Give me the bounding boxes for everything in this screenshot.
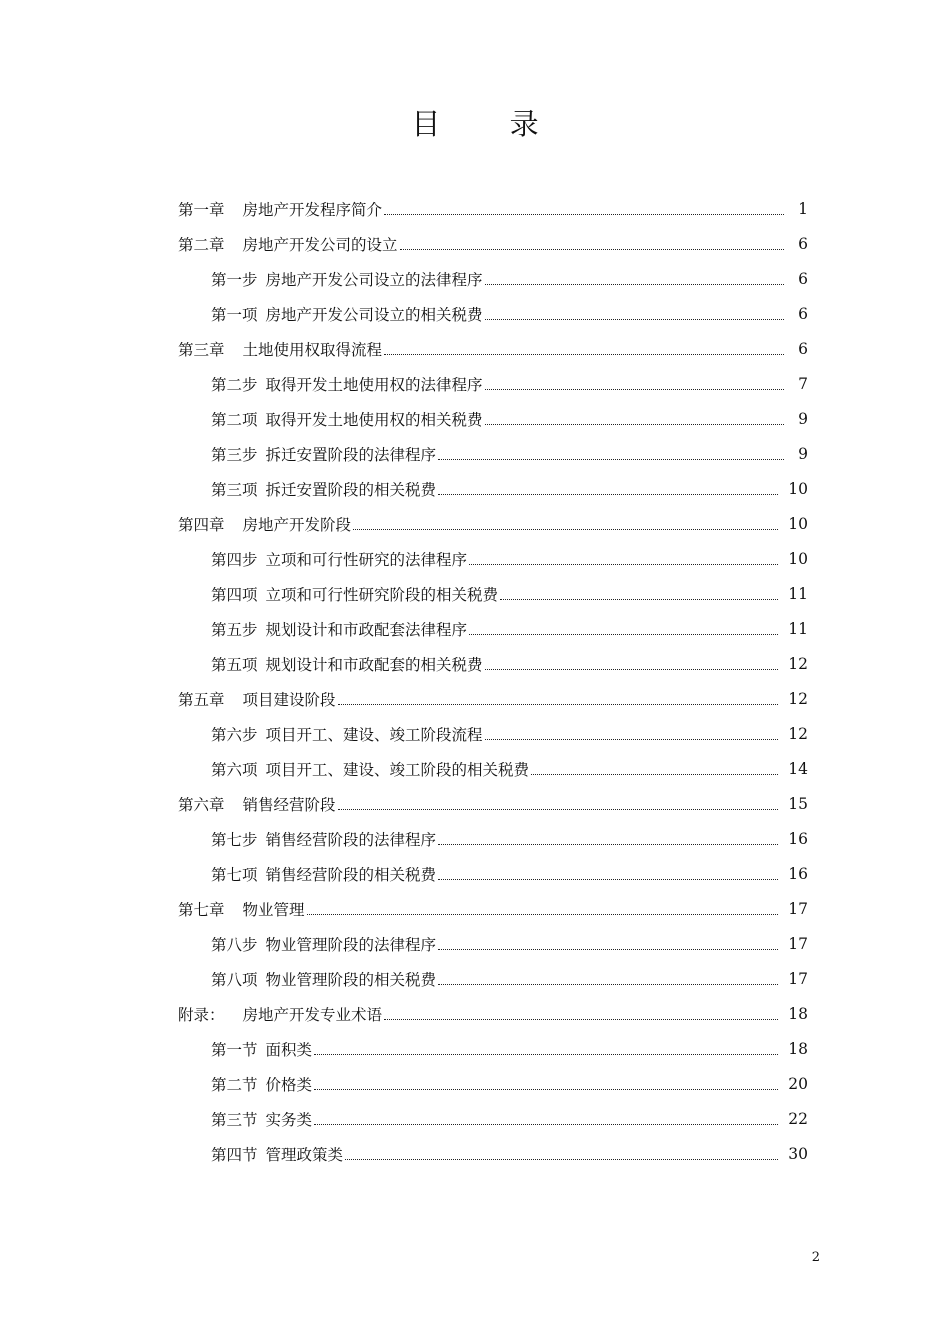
toc-entry-label bbox=[211, 443, 436, 465]
toc-entry-title: 房地产开发公司的设立 bbox=[242, 235, 398, 254]
toc-entry-label bbox=[211, 1143, 343, 1165]
toc-entry-page: 6 bbox=[798, 304, 808, 323]
toc-dot-leader bbox=[500, 585, 778, 603]
toc-entry[interactable] bbox=[178, 506, 808, 541]
toc-entry-page: 12 bbox=[788, 724, 808, 743]
toc-entry-number: 第一章 bbox=[178, 200, 225, 219]
toc-entry-label bbox=[178, 1003, 382, 1025]
toc-entry-page: 12 bbox=[788, 654, 808, 673]
toc-dot-leader bbox=[438, 935, 778, 953]
toc-entry-page: 15 bbox=[788, 794, 808, 813]
toc-entry-title: 物业管理阶段的法律程序 bbox=[265, 935, 437, 954]
toc-entry-number: 第二项 bbox=[211, 410, 258, 429]
toc-entry-label bbox=[211, 758, 529, 780]
toc-entry-page: 22 bbox=[788, 1109, 808, 1128]
toc-entry-title: 立项和可行性研究阶段的相关税费 bbox=[265, 585, 499, 604]
toc-entry-number: 附录： bbox=[178, 1005, 225, 1024]
toc-entry-number: 第五项 bbox=[211, 655, 258, 674]
toc-entry-page: 30 bbox=[788, 1144, 808, 1163]
toc-entry-number: 第八步 bbox=[211, 935, 258, 954]
toc-dot-leader bbox=[353, 515, 778, 533]
toc-entry[interactable] bbox=[211, 541, 808, 576]
toc-entry-title: 项目开工、建设、竣工阶段流程 bbox=[265, 725, 483, 744]
toc-entry-title: 实务类 bbox=[265, 1110, 313, 1129]
toc-dot-leader bbox=[438, 970, 778, 988]
toc-entry-number: 第七项 bbox=[211, 865, 258, 884]
toc-entry-page: 6 bbox=[798, 234, 808, 253]
toc-entry-title: 管理政策类 bbox=[265, 1145, 344, 1164]
toc-entry[interactable] bbox=[178, 681, 808, 716]
toc-dot-leader bbox=[384, 200, 784, 218]
toc-entry-label bbox=[211, 723, 483, 745]
toc-entry[interactable] bbox=[211, 856, 808, 891]
toc-entry-label bbox=[211, 303, 483, 325]
toc-dot-leader bbox=[314, 1040, 778, 1058]
toc-entry-label bbox=[211, 478, 436, 500]
toc-entry-title: 房地产开发公司设立的法律程序 bbox=[265, 270, 483, 289]
page-title: 目 录 bbox=[411, 107, 569, 141]
toc-entry-page: 20 bbox=[788, 1074, 808, 1093]
toc-entry-title: 取得开发土地使用权的法律程序 bbox=[265, 375, 483, 394]
toc-entry-number: 第五章 bbox=[178, 690, 225, 709]
toc-entry-page: 18 bbox=[788, 1004, 808, 1023]
toc-dot-leader bbox=[400, 235, 784, 253]
toc-entry-label bbox=[211, 863, 436, 885]
toc-entry-number: 第四章 bbox=[178, 515, 225, 534]
toc-dot-leader bbox=[485, 270, 784, 288]
toc-entry[interactable] bbox=[211, 926, 808, 961]
toc-entry[interactable] bbox=[211, 716, 808, 751]
toc-entry-page: 9 bbox=[798, 444, 808, 463]
toc-entry-number: 第八项 bbox=[211, 970, 258, 989]
toc-entry-number: 第六章 bbox=[178, 795, 225, 814]
toc-entry-label bbox=[211, 548, 467, 570]
toc-entry-number: 第三步 bbox=[211, 445, 258, 464]
toc-dot-leader bbox=[338, 690, 779, 708]
toc-entry-number: 第三节 bbox=[211, 1110, 258, 1129]
toc-entry[interactable] bbox=[211, 1101, 808, 1136]
toc-entry-page: 17 bbox=[788, 969, 808, 988]
toc-entry[interactable] bbox=[178, 996, 808, 1031]
toc-entry-page: 10 bbox=[788, 514, 808, 533]
toc-entry-page: 6 bbox=[798, 339, 808, 358]
toc-entry-number: 第三项 bbox=[211, 480, 258, 499]
toc-entry-title: 面积类 bbox=[265, 1040, 313, 1059]
toc-entry-number: 第六项 bbox=[211, 760, 258, 779]
toc-entry-number: 第二步 bbox=[211, 375, 258, 394]
toc-entry-label bbox=[211, 653, 483, 675]
toc-entry-page: 17 bbox=[788, 934, 808, 953]
toc-entry[interactable] bbox=[211, 366, 808, 401]
toc-entry-title: 项目开工、建设、竣工阶段的相关税费 bbox=[265, 760, 530, 779]
toc-entry-label bbox=[211, 618, 467, 640]
toc-entry-number: 第一节 bbox=[211, 1040, 258, 1059]
toc-entry-number: 第四步 bbox=[211, 550, 258, 569]
toc-entry-number: 第六步 bbox=[211, 725, 258, 744]
toc-entry-page: 11 bbox=[788, 619, 808, 638]
toc-dot-leader bbox=[485, 305, 784, 323]
toc-entry-label bbox=[178, 338, 382, 360]
toc-entry[interactable] bbox=[178, 891, 808, 926]
toc-entry[interactable] bbox=[211, 576, 808, 611]
toc-entry-title: 规划设计和市政配套的相关税费 bbox=[265, 655, 483, 674]
toc-entry-label bbox=[211, 1108, 312, 1130]
toc-entry-label bbox=[211, 373, 483, 395]
toc-entry[interactable] bbox=[211, 1031, 808, 1066]
toc-entry[interactable] bbox=[178, 226, 808, 261]
toc-entry[interactable] bbox=[211, 611, 808, 646]
toc-entry-title: 项目建设阶段 bbox=[242, 690, 336, 709]
toc-entry-page: 12 bbox=[788, 689, 808, 708]
toc-entry-page: 16 bbox=[788, 864, 808, 883]
toc-entry-title: 房地产开发程序简介 bbox=[242, 200, 383, 219]
toc-dot-leader bbox=[485, 655, 779, 673]
toc-dot-leader bbox=[314, 1075, 778, 1093]
toc-entry-page: 6 bbox=[798, 269, 808, 288]
toc-entry-label bbox=[211, 408, 483, 430]
toc-entry[interactable] bbox=[211, 961, 808, 996]
toc-entry-page: 14 bbox=[788, 759, 808, 778]
toc-entry-label bbox=[211, 1073, 312, 1095]
toc-entry-label bbox=[211, 1038, 312, 1060]
toc-entry[interactable] bbox=[211, 1136, 808, 1171]
toc-dot-leader bbox=[314, 1110, 778, 1128]
toc-entry-label bbox=[178, 513, 351, 535]
toc-entry-page: 17 bbox=[788, 899, 808, 918]
toc-dot-leader bbox=[531, 760, 778, 778]
toc-entry[interactable] bbox=[211, 436, 808, 471]
toc-dot-leader bbox=[485, 410, 784, 428]
toc-dot-leader bbox=[469, 550, 778, 568]
toc-entry-label bbox=[211, 583, 498, 605]
toc-dot-leader bbox=[384, 1005, 778, 1023]
toc-dot-leader bbox=[469, 620, 778, 638]
toc-entry-title: 价格类 bbox=[265, 1075, 313, 1094]
toc-entry-title: 拆迁安置阶段的相关税费 bbox=[265, 480, 437, 499]
toc-entry[interactable] bbox=[178, 191, 808, 226]
toc-entry-label bbox=[178, 898, 305, 920]
toc-entry-page: 10 bbox=[788, 479, 808, 498]
toc-entry[interactable] bbox=[211, 296, 808, 331]
toc-dot-leader bbox=[384, 340, 784, 358]
toc-entry[interactable] bbox=[211, 751, 808, 786]
toc-dot-leader bbox=[485, 725, 779, 743]
toc-entry-title: 房地产开发公司设立的相关税费 bbox=[265, 305, 483, 324]
toc-entry-page: 9 bbox=[798, 409, 808, 428]
toc-entry-title: 取得开发土地使用权的相关税费 bbox=[265, 410, 483, 429]
toc-entry[interactable] bbox=[178, 331, 808, 366]
toc-entry[interactable] bbox=[211, 821, 808, 856]
toc-entry-title: 拆迁安置阶段的法律程序 bbox=[265, 445, 437, 464]
toc-entry-label bbox=[211, 968, 436, 990]
toc-entry-number: 第二节 bbox=[211, 1075, 258, 1094]
toc-entry[interactable] bbox=[211, 471, 808, 506]
toc-entry-label bbox=[211, 268, 483, 290]
toc-entry-title: 销售经营阶段 bbox=[242, 795, 336, 814]
toc-entry-page: 1 bbox=[798, 199, 808, 218]
toc-entry-title: 销售经营阶段的相关税费 bbox=[265, 865, 437, 884]
toc-dot-leader bbox=[438, 445, 784, 463]
toc-entry-page: 10 bbox=[788, 549, 808, 568]
toc-dot-leader bbox=[438, 480, 778, 498]
toc-entry-number: 第四项 bbox=[211, 585, 258, 604]
toc-entry[interactable] bbox=[178, 786, 808, 821]
toc-entry[interactable] bbox=[211, 261, 808, 296]
toc-entry-page: 11 bbox=[788, 584, 808, 603]
toc-entry-title: 销售经营阶段的法律程序 bbox=[265, 830, 437, 849]
toc-entry-label bbox=[211, 933, 436, 955]
page-number: 2 bbox=[811, 1250, 820, 1265]
toc-dot-leader bbox=[438, 865, 778, 883]
toc-entry-label bbox=[178, 688, 336, 710]
toc-entry[interactable] bbox=[211, 1066, 808, 1101]
toc-entry[interactable] bbox=[211, 401, 808, 436]
toc-entry-label bbox=[211, 828, 436, 850]
toc-entry-title: 规划设计和市政配套法律程序 bbox=[265, 620, 468, 639]
toc-entry-number: 第七步 bbox=[211, 830, 258, 849]
toc-entry-title: 土地使用权取得流程 bbox=[242, 340, 383, 359]
toc-entry-label bbox=[178, 793, 336, 815]
toc-dot-leader bbox=[485, 375, 784, 393]
toc-dot-leader bbox=[438, 830, 778, 848]
toc-entry[interactable] bbox=[211, 646, 808, 681]
toc-entry-number: 第二章 bbox=[178, 235, 225, 254]
toc-entry-label bbox=[178, 198, 382, 220]
toc-entry-number: 第一项 bbox=[211, 305, 258, 324]
toc-entry-label bbox=[178, 233, 398, 255]
toc-entry-number: 第五步 bbox=[211, 620, 258, 639]
toc-entry-title: 房地产开发专业术语 bbox=[242, 1005, 383, 1024]
toc-entry-number: 第四节 bbox=[211, 1145, 258, 1164]
toc-entry-number: 第七章 bbox=[178, 900, 225, 919]
toc-entry-number: 第三章 bbox=[178, 340, 225, 359]
toc-entry-page: 16 bbox=[788, 829, 808, 848]
toc-entry-number: 第一步 bbox=[211, 270, 258, 289]
toc-entry-title: 物业管理 bbox=[242, 900, 305, 919]
toc-entry-page: 7 bbox=[798, 374, 808, 393]
toc-dot-leader bbox=[345, 1145, 778, 1163]
toc-dot-leader bbox=[307, 900, 779, 918]
toc-entry-title: 物业管理阶段的相关税费 bbox=[265, 970, 437, 989]
toc-entry-title: 立项和可行性研究的法律程序 bbox=[265, 550, 468, 569]
toc-entry-title: 房地产开发阶段 bbox=[242, 515, 352, 534]
toc-entry-page: 18 bbox=[788, 1039, 808, 1058]
toc-dot-leader bbox=[338, 795, 779, 813]
